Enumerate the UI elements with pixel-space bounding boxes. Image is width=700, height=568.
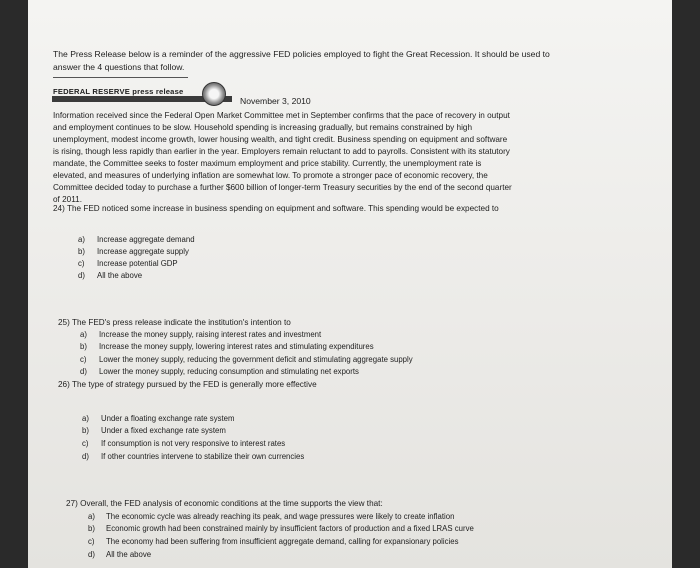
release-date: November 3, 2010: [240, 96, 311, 106]
release-line: is rising, though less rapidly than earlier in the year. Employers remain reluctant to add to payrolls. Consistent with its statutory: [53, 147, 510, 156]
press-release-banner-label: FEDERAL RESERVE press release: [53, 87, 184, 96]
q27-option-c-letter: c): [88, 537, 95, 546]
release-line: mandate, the Committee seeks to foster maximum employment and price stability. Currently, the unemployment rate is: [53, 159, 482, 168]
q26-option-c[interactable]: If consumption is not very responsive to interest rates: [101, 439, 286, 448]
q26-option-a[interactable]: Under a floating exchange rate system: [101, 414, 235, 423]
q24-option-b[interactable]: Increase aggregate supply: [97, 247, 189, 256]
release-line: and employment continues to be slow. Household spending is increasing gradually, but remains constrained by high: [53, 123, 473, 132]
q26-option-d-letter: d): [82, 452, 89, 461]
q27-option-c[interactable]: The economy had been suffering from insufficient aggregate demand, calling for expansionary policies: [106, 537, 459, 546]
q24-option-d-letter: d): [78, 271, 85, 280]
federal-reserve-seal-icon: [202, 82, 226, 106]
q24-option-c[interactable]: Increase potential GDP: [97, 259, 178, 268]
q26-option-b[interactable]: Under a fixed exchange rate system: [101, 426, 226, 435]
q25-option-a[interactable]: Increase the money supply, raising interest rates and investment: [99, 330, 322, 339]
q27-option-d-letter: d): [88, 550, 95, 559]
q27-option-b[interactable]: Economic growth had been constrained mainly by insufficient factors of production and a fixed LRAS curve: [106, 524, 474, 533]
q25-option-b-letter: b): [80, 342, 87, 351]
q24-option-a[interactable]: Increase aggregate demand: [97, 235, 195, 244]
q26-option-a-letter: a): [82, 414, 89, 423]
q26-option-b-letter: b): [82, 426, 89, 435]
q25-option-d-letter: d): [80, 367, 87, 376]
q26-option-d[interactable]: If other countries intervene to stabilize their own currencies: [101, 452, 305, 461]
intro-underline: [53, 77, 188, 78]
release-line: elevated, and measures of underlying inflation are somewhat low. To promote a stronger pace of economic recovery, the: [53, 171, 488, 180]
q25-option-a-letter: a): [80, 330, 87, 339]
question-25: 25) The FED's press release indicate the institution's intention to: [58, 318, 291, 327]
q24-option-d[interactable]: All the above: [97, 271, 143, 280]
q26-option-c-letter: c): [82, 439, 89, 448]
q25-option-c-letter: c): [80, 355, 87, 364]
intro-line-1: The Press Release below is a reminder of the aggressive FED policies employed to fight the Great Recession. It should be used to: [53, 49, 550, 59]
release-line: Committee decided today to purchase a further $600 billion of longer-term Treasury securities by the end of the second quarter: [53, 183, 512, 192]
document-page: [28, 0, 672, 568]
q24-option-b-letter: b): [78, 247, 85, 256]
release-line: unemployment, modest income growth, lower housing wealth, and tight credit. Business spending on equipment and software: [53, 135, 508, 144]
question-27: 27) Overall, the FED analysis of economic conditions at the time supports the view that:: [66, 499, 383, 508]
q27-option-b-letter: b): [88, 524, 95, 533]
release-line: Information received since the Federal Open Market Committee met in September confirms that the pace of recovery in output: [53, 111, 510, 120]
q25-option-d[interactable]: Lower the money supply, reducing consumption and stimulating net exports: [99, 367, 359, 376]
q25-option-b[interactable]: Increase the money supply, lowering interest rates and stimulating expenditures: [99, 342, 374, 351]
q27-option-d[interactable]: All the above: [106, 550, 152, 559]
release-line: of 2011.: [53, 195, 82, 204]
question-24: 24) The FED noticed some increase in business spending on equipment and software. This spending would be expected to: [53, 204, 499, 213]
q27-option-a[interactable]: The economic cycle was already reaching its peak, and wage pressures were likely to create inflation: [106, 512, 455, 521]
question-26: 26) The type of strategy pursued by the FED is generally more effective: [58, 380, 317, 389]
intro-line-2: answer the 4 questions that follow.: [53, 62, 185, 72]
q24-option-a-letter: a): [78, 235, 85, 244]
q25-option-c[interactable]: Lower the money supply, reducing the government deficit and stimulating aggregate supply: [99, 355, 413, 364]
q27-option-a-letter: a): [88, 512, 95, 521]
q24-option-c-letter: c): [78, 259, 85, 268]
